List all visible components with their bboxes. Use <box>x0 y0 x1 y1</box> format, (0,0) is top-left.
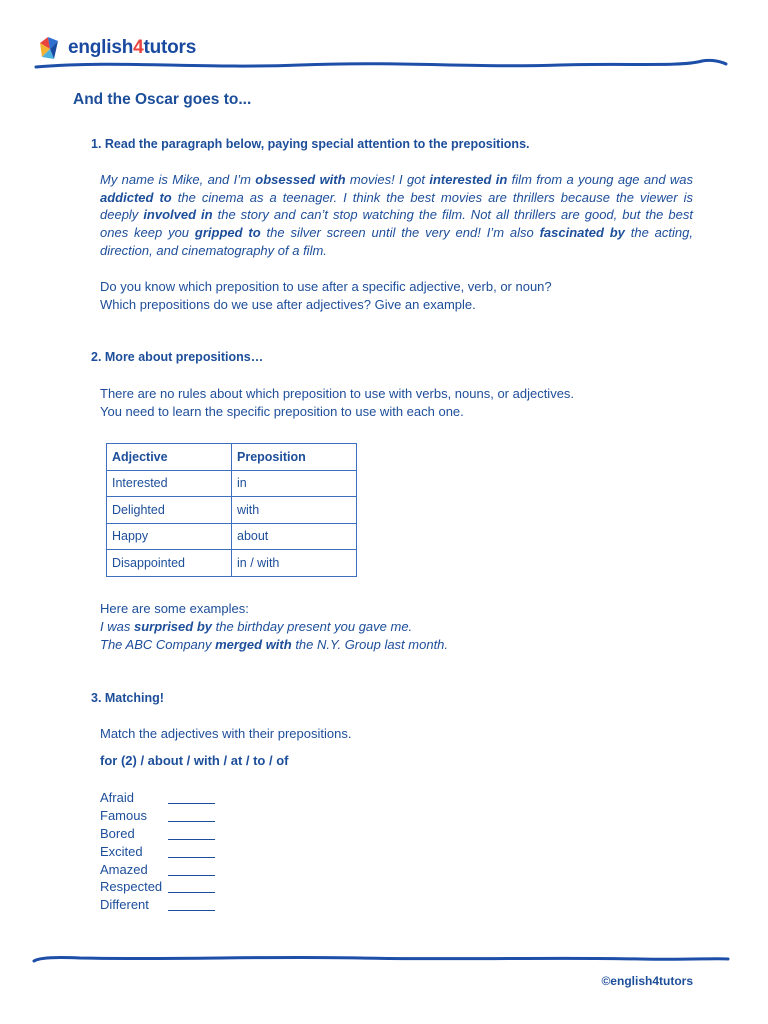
emphasized-preposition-phrase: surprised by <box>133 619 212 634</box>
section-2-intro-2: You need to learn the specific preposition to use with each one. <box>100 404 464 419</box>
table-header-row <box>107 444 357 471</box>
section-3-instruction: Match the adjectives with their prepositions. <box>100 726 352 741</box>
answer-blank[interactable] <box>168 791 215 804</box>
table-header-preposition: Preposition <box>232 444 357 471</box>
text-run: the N.Y. Group last month. <box>291 637 449 652</box>
table-cell-preposition: in <box>232 470 357 497</box>
emphasized-preposition-phrase: gripped to <box>194 225 261 241</box>
list-item <box>100 842 215 860</box>
list-item <box>100 825 215 843</box>
list-item <box>100 807 215 825</box>
answer-blank[interactable] <box>168 827 215 840</box>
answer-blank[interactable] <box>168 845 215 858</box>
text-run: The ABC Company <box>100 637 216 652</box>
text-run: the cinema as a teenager. I think the best movies are thrillers because the viewer is deeply <box>100 189 693 223</box>
text-run: the silver screen until the very end! I’m also <box>260 225 540 241</box>
text-run: film from a young age and was <box>507 172 693 187</box>
section-2-heading: 2. More about prepositions… <box>91 350 264 364</box>
footer-wave-divider <box>0 950 768 970</box>
emphasized-preposition-phrase: obsessed with <box>255 172 346 187</box>
text-run: movies! I got <box>345 172 430 187</box>
table-row <box>107 497 357 524</box>
table-row <box>107 470 357 497</box>
preposition-table <box>106 443 357 577</box>
answer-blank[interactable] <box>168 863 215 876</box>
page-title: And the Oscar goes to... <box>73 91 252 108</box>
table-row <box>107 550 357 577</box>
table-row <box>107 523 357 550</box>
matching-adjective: Respected <box>100 879 163 895</box>
example-sentence-1 <box>100 618 412 636</box>
header-wave-divider <box>0 56 768 76</box>
text-run: the story and can’t stop watching the film. Not all thrillers are good, but the best ones keep you <box>100 207 693 241</box>
table-cell-preposition: about <box>232 523 357 550</box>
footer-copyright: ©english4tutors <box>601 974 693 988</box>
table-cell-adjective: Disappointed <box>107 550 232 577</box>
answer-blank[interactable] <box>168 898 215 911</box>
table-cell-adjective: Happy <box>107 523 232 550</box>
list-item <box>100 860 215 878</box>
answer-blank[interactable] <box>168 809 215 822</box>
text-run: the acting, direction, and cinematography of a film. <box>100 225 693 258</box>
section-3-options: for (2) / about / with / at / to / of <box>100 753 289 768</box>
list-item <box>100 878 215 896</box>
text-run: I was <box>100 619 134 634</box>
section-1-question-1: Do you know which preposition to use after a specific adjective, verb, or noun? <box>100 279 552 294</box>
matching-adjective: Different <box>100 897 149 913</box>
text-run: the birthday present you gave me. <box>212 619 413 634</box>
examples-label: Here are some examples: <box>100 601 249 616</box>
emphasized-preposition-phrase: merged with <box>215 637 292 652</box>
emphasized-preposition-phrase: fascinated by <box>539 225 625 241</box>
section-1-paragraph <box>100 171 693 260</box>
matching-adjective: Amazed <box>100 861 148 877</box>
section-2-intro-1: There are no rules about which preposition to use with verbs, nouns, or adjectives. <box>100 386 575 401</box>
section-1-heading: 1. Read the paragraph below, paying special attention to the prepositions. <box>91 137 530 151</box>
matching-adjective: Afraid <box>100 790 134 806</box>
matching-adjective: Excited <box>100 843 143 859</box>
emphasized-preposition-phrase: addicted to <box>100 189 172 205</box>
brand-logo-text: english4tutors <box>68 37 197 58</box>
table-cell-preposition: with <box>232 497 357 524</box>
table-header-adjective: Adjective <box>107 444 232 471</box>
emphasized-preposition-phrase: involved in <box>143 207 213 223</box>
section-3-heading: 3. Matching! <box>91 691 164 705</box>
text-run: My name is Mike, and I’m <box>100 172 256 187</box>
matching-adjective: Famous <box>100 808 147 824</box>
matching-list <box>100 789 215 914</box>
example-sentence-2 <box>100 636 448 654</box>
list-item <box>100 789 215 807</box>
list-item <box>100 896 215 914</box>
table-cell-adjective: Delighted <box>107 497 232 524</box>
emphasized-preposition-phrase: interested in <box>429 172 508 187</box>
table-cell-adjective: Interested <box>107 470 232 497</box>
answer-blank[interactable] <box>168 880 215 893</box>
section-1-question-2: Which prepositions do we use after adjectives? Give an example. <box>100 297 476 312</box>
table-cell-preposition: in / with <box>232 550 357 577</box>
matching-adjective: Bored <box>100 825 135 841</box>
